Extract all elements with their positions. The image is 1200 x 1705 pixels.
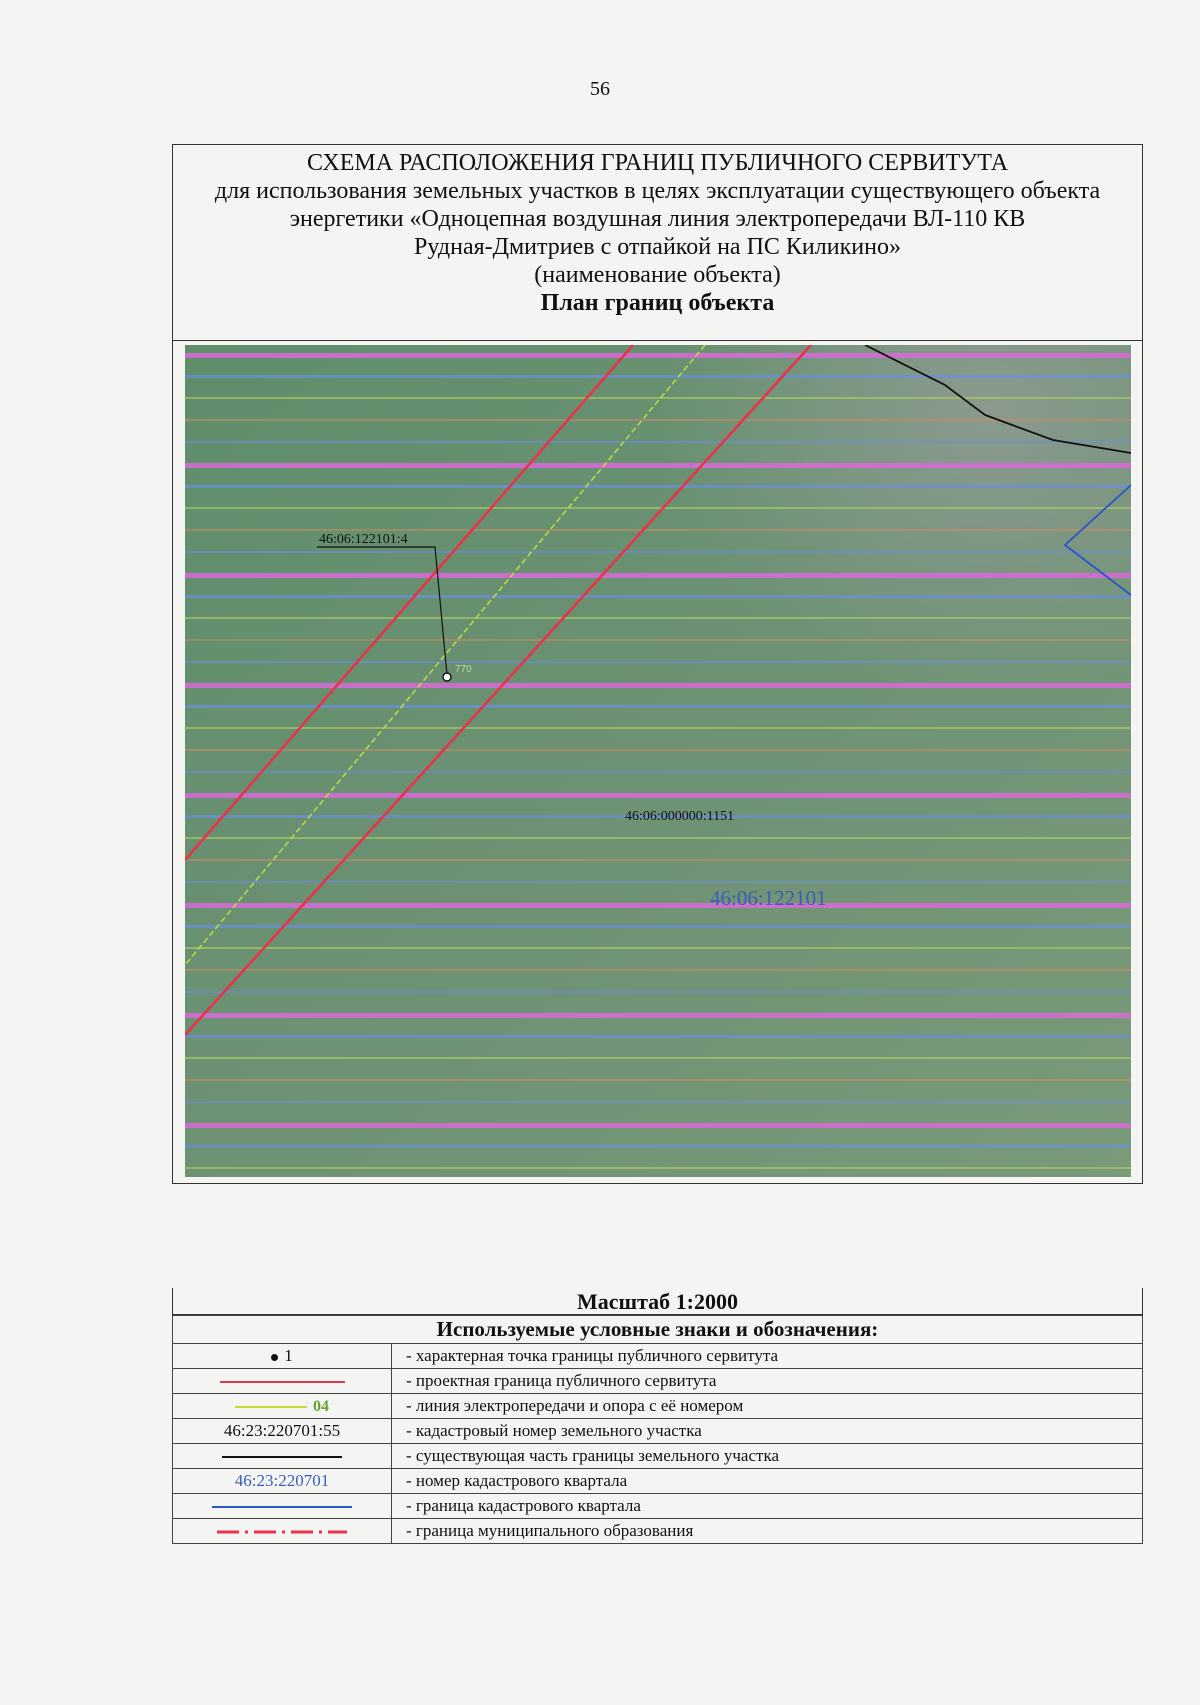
legend-desc: - характерная точка границы публичного сервитута [392,1344,1143,1369]
scan-stripe [185,507,1131,509]
scan-stripe [185,617,1131,619]
scan-stripe [185,463,1131,468]
scan-stripe [185,573,1131,578]
scan-stripe [185,969,1131,971]
legend-row [173,1494,1143,1519]
legend-symbol-point [173,1344,392,1369]
scan-stripe [185,1101,1131,1103]
parcel-label-large: 46:06:000000:1151 [625,809,735,824]
legend-symbol-blue-line [173,1494,392,1519]
scan-stripe [185,419,1131,421]
legend-desc: - граница муниципального образования [392,1519,1143,1544]
support-point-marker [443,673,451,681]
scan-stripe [185,375,1131,378]
legend-row [173,1519,1143,1544]
legend-row [173,1469,1143,1494]
scan-stripe [185,1013,1131,1018]
legend-row [173,1444,1143,1469]
legend-symbol-parcel-number: 46:23:220701:55 [173,1419,392,1444]
scan-stripe [185,661,1131,663]
scan-stripe [185,353,1131,358]
quarter-label: 46:06:122101 [710,886,827,910]
schema-frame [172,144,1143,1184]
legend-desc: - линия электропередачи и опора с её номером [392,1394,1143,1419]
legend-table [172,1315,1143,1544]
legend-symbol-black-line [173,1444,392,1469]
legend-row [173,1419,1143,1444]
scan-stripe [185,1035,1131,1038]
scan-stripe [185,1123,1131,1128]
scan-stripe [185,947,1131,949]
scan-stripe [185,397,1131,399]
scan-stripe [185,991,1131,993]
legend-symbol-power-line [173,1394,392,1419]
scan-stripe [185,727,1131,729]
title-heading: СХЕМА РАСПОЛОЖЕНИЯ ГРАНИЦ ПУБЛИЧНОГО СЕРВИТУТА [306,150,1009,176]
title-object-caption: (наименование объекта) [534,262,781,288]
page-number: 56 [590,78,610,100]
legend-row [173,1394,1143,1419]
scan-stripe [185,705,1131,708]
scan-stripe [185,1145,1131,1148]
map-canvas [185,345,1131,1177]
blue-line-icon [212,1506,352,1508]
legend-heading: Используемые условные знаки и обозначения: [173,1316,1143,1344]
scan-stripe [185,683,1131,688]
title-purpose: для использования земельных участков в целях эксплуатации существующего объекта [214,178,1101,204]
title-object-line2: Рудная-Дмитриев с отпайкой на ПС Киликино» [414,234,901,260]
legend-desc: - кадастровый номер земельного участка [392,1419,1143,1444]
legend-desc: - существующая часть границы земельного участка [392,1444,1143,1469]
scan-stripe [185,881,1131,883]
scan-stripe [185,925,1131,928]
point-dot-icon [271,1354,278,1361]
scan-stripe [185,595,1131,598]
legend-row [173,1369,1143,1394]
map-area [185,345,1131,1177]
scan-stripe [185,1057,1131,1059]
scan-stripe [185,771,1131,773]
legend-symbol-dash-dot [173,1519,392,1544]
legend-symbol-text: 1 [284,1346,293,1365]
scan-stripe [185,1079,1131,1081]
legend-symbol-red-line [173,1369,392,1394]
map-scale: Масштаб 1:2000 [172,1288,1143,1315]
scan-stripe [185,837,1131,839]
title-object-line1: энергетики «Одноцепная воздушная линия электропередачи ВЛ-110 КВ [289,206,1026,232]
legend-desc: - граница кадастрового квартала [392,1494,1143,1519]
legend-symbol-quarter-number: 46:23:220701 [173,1469,392,1494]
scan-stripe [185,529,1131,531]
parcel-label-small: 46:06:122101:4 [319,532,408,547]
red-line-icon [220,1381,345,1383]
scan-stripe [185,485,1131,488]
legend-desc: - номер кадастрового квартала [392,1469,1143,1494]
power-line-icon [235,1406,307,1408]
plan-title: План границ объекта [540,290,775,316]
scan-stripe [185,749,1131,751]
scan-stripe [185,551,1131,553]
legend-desc: - проектная граница публичного сервитута [392,1369,1143,1394]
support-number-label: 770 [455,664,472,675]
title-block [173,145,1142,341]
scan-stripe [185,441,1131,443]
legend-row [173,1344,1143,1369]
dash-dot-line-icon [217,1528,347,1536]
scan-stripe [185,1167,1131,1169]
black-line-icon [222,1456,342,1458]
support-number-sample: 04 [313,1398,329,1416]
scan-stripe [185,859,1131,861]
scan-stripe [185,639,1131,641]
scan-stripe [185,903,1131,908]
satellite-terrain-patch [185,345,1131,1177]
